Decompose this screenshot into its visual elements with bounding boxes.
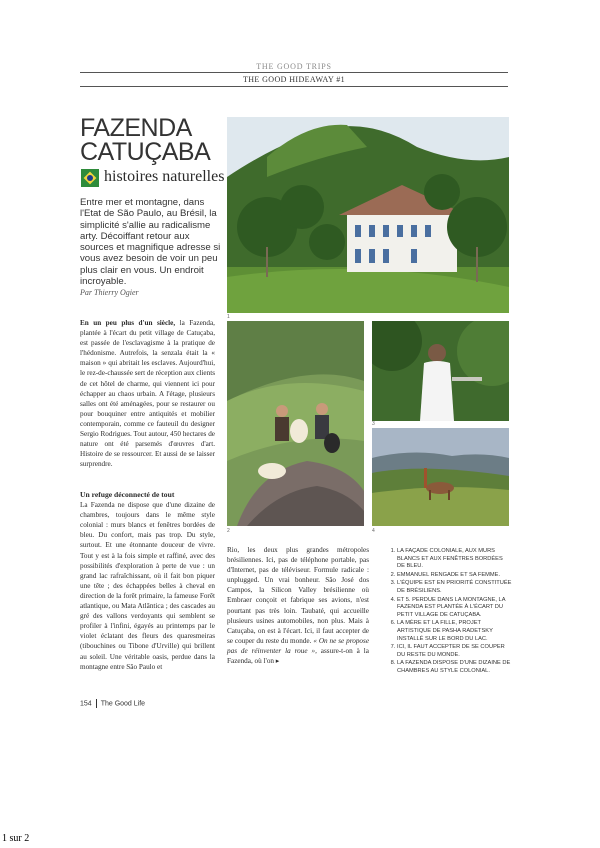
photo-couple-dogs [227,321,364,526]
caption-2: 2. EMMANUEL RENGADE ET SA FEMME. [397,572,512,580]
caption-8: 8. LA FAZENDA DISPOSE D'UNE DIZAINE DE CHAMBRES AU STYLE COLONIAL. [397,660,512,675]
section-title: THE GOOD HIDEAWAY #1 [242,75,346,84]
paragraph-1: la Fazenda, plantée à l'écart du petit village de Catuçaba, est passée de l'esclavagisme à la pratique de l'hédonisme. Autrefois, la senzala était la « maison » qui abritait les esclaves. Aujourd'hui, le rez-de-chaussée sert de réception aux clients de cet hôtel de charme, qui viennent ici pour échapper au chaos urbain. A l'étage, plusieurs salles ont été aménagées, pour se restaurer ou pour bouquiner entre antiquités et mobilier contemporain, comme ce fauteuil du designer Sergio Rodrigues. Tout autour, 450 hectares de nature ont été parsemés d'œuvres d'art. Histoire de se ressourcer. Et aussi de se laisser surprendre. [80,319,215,469]
section-kicker: THE GOOD TRIPS [256,62,332,71]
body-column-1-continued [80,490,215,672]
photo-number-2: 2 [227,528,230,534]
caption-4: 4. ET 5. PERDUE DANS LA MONTAGNE, LA FAZENDA EST PLANTÉE À L'ÉCART DU PETIT VILLAGE DE CATUÇABA. [397,597,512,620]
brazil-flag-icon [81,169,99,187]
body-column-2 [227,545,369,666]
body-column-1 [80,318,215,469]
photo-fazenda-facade [227,117,509,313]
quote-attribution: assure-t-on à la Fazenda, où l'on ▸ [227,646,369,666]
pull-quote: « On ne se propose pas de réinventer la roue », [227,636,370,655]
title-line-2: CATUÇABA [80,138,211,166]
caption-6: 6. LA MÈRE ET LA FILLE, PROJET ARTISTIQUE DE PASHA RADETSKY INSTALLÉ SUR LE BORD DU LAC. [397,620,512,643]
article-intro: Entre mer et montagne, dans l'Etat de São Paulo, au Brésil, la simplicité s'allie au radicalisme arty. Décoiffant retour aux sources et magnifique adresse si vous avez besoin de voir un peu plus clair en vous. Un endroit incroyable. [80,197,221,288]
subhead: Un refuge déconnecté de tout [80,490,175,499]
magazine-name: The Good Life [100,700,146,708]
page-number: 154 [80,700,92,708]
photo-number-4: 4 [372,528,375,534]
photo-number-1: 1 [227,314,230,320]
paragraph-2: La Fazenda ne dispose que d'une dizaine de chambres, toujours dans le même style colonial : murs blancs et fenêtres bordées de bleu. Du confort, mais pas trop. Du style, surtout. Et une étonnante douceur de vivre. Tout y est à la fois simple et raffiné, avec des possibilités d'exploration à perte de vue : un grand lac rafraîchissant, où il fait bon piquer une tête ; des échappées belles à cheval en direction de la forêt primaire, la fameuse Forêt atlantique, ou Mata Atlântica ; des cascades au gré des vallons verdoyants qui semblent se profiler à l'infini, égayés au printemps par le violet éclatant des fleurs des quaresmeiras (tibouchines ou Tibone d'Urville) qui brillent au soleil. Une véritable oasis, perdue dans la montagne entre São Paulo et [80,501,215,671]
header-rule-bottom [80,86,508,87]
photo-number-3: 3 [372,421,375,427]
page-count: 1 sur 2 [2,833,30,844]
page-folio [80,699,145,708]
article-title [80,116,210,164]
header-rule [80,72,508,73]
photo-horse-landscape [372,428,509,526]
folio-divider [96,699,97,708]
caption-3: 3. L'ÉQUIPE EST EN PRIORITÉ CONSTITUÉE DE BRÉSILIENS. [397,580,512,595]
title-line-1: FAZENDA [80,114,192,142]
article-subtitle: histoires naturelles [104,168,225,185]
photo-staff [372,321,509,421]
photo-captions [387,548,512,677]
byline: Par Thierry Ogier [80,288,139,297]
caption-1: 1. LA FAÇADE COLONIALE, AUX MURS BLANCS ET AUX FENÊTRES BORDÉES DE BLEU. [397,548,512,571]
paragraph-3: Rio, les deux plus grandes métropoles brésiliennes. Ici, pas de téléphone portable, pas d'Internet, pas de téléviseur. Formule radicale : unplugged. Un vrai bonheur. São José dos Campos, la Silicon Valley brésilienne où Embraer conçoit et fabrique ses avions, n'est pourtant pas très loin. Taubaté, qui accueille plusieurs usines automobiles, non plus. Mais à Catuçaba, on est à l'écart. Ici, il faut accepter de se couper du reste du monde. [227,546,369,645]
lead-in: En un peu plus d'un siècle, [80,319,176,327]
caption-7: 7. ICI, IL FAUT ACCEPTER DE SE COUPER DU RESTE DU MONDE. [397,644,512,659]
